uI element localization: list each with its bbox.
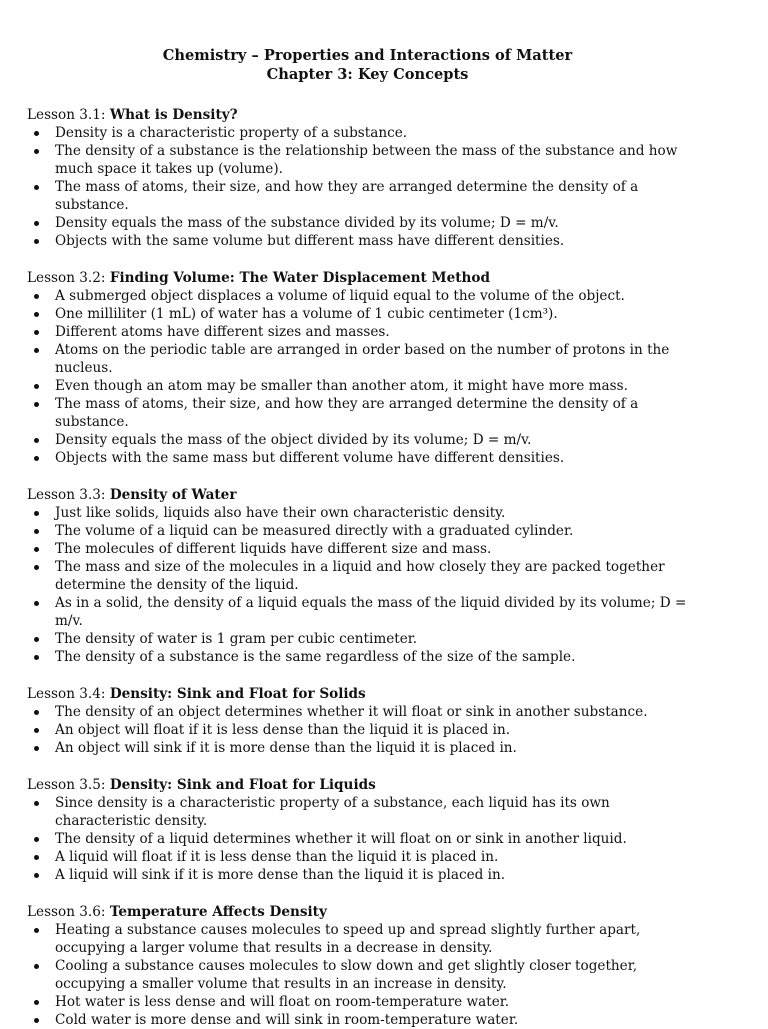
bullet-text: The mass and size of the molecules in a liquid and how closely they are packed together determine the density of the liquid. [55, 559, 665, 593]
bullet-text: Even though an atom may be smaller than another atom, it might have more mass. [55, 378, 628, 394]
bullet-text: One milliliter (1 mL) of water has a volume of 1 cubic centimeter (1cm³). [55, 306, 558, 322]
list-item [27, 739, 708, 757]
lesson-name: Temperature Affects Density [109, 904, 327, 920]
list-item [27, 594, 708, 630]
lesson-name: Density of Water [109, 487, 237, 503]
bullet-text: Cooling a substance causes molecules to slow down and get slightly closer together, occupying a smaller volume that results in an increase in density. [55, 958, 638, 992]
list-item [27, 287, 708, 305]
bullet-dot-icon [34, 294, 39, 299]
title-line-chapter: Chapter 3: Key Concepts [266, 66, 469, 83]
bullet-text: The density of a substance is the same regardless of the size of the sample. [55, 649, 576, 665]
title-line-course: Chemistry – Properties and Interactions of Matter [162, 47, 573, 64]
bullet-dot-icon [34, 131, 39, 136]
bullet-dot-icon [34, 873, 39, 878]
bullet-text: The density of a liquid determines whether it will float on or sink in another liquid. [55, 831, 627, 847]
lesson-section [27, 269, 708, 467]
list-item [27, 558, 708, 594]
bullet-dot-icon [34, 456, 39, 461]
bullet-text: Cold water is more dense and will sink in room-temperature water. [55, 1012, 519, 1028]
bullet-dot-icon [34, 348, 39, 353]
bullet-dot-icon [34, 511, 39, 516]
list-item [27, 178, 708, 214]
bullet-text: An object will float if it is less dense than the liquid it is placed in. [55, 722, 511, 738]
bullet-text: A submerged object displaces a volume of liquid equal to the volume of the object. [55, 288, 625, 304]
lesson-heading [27, 486, 708, 504]
list-item [27, 921, 708, 957]
list-item [27, 504, 708, 522]
list-item [27, 721, 708, 739]
bullet-text: A liquid will sink if it is more dense than the liquid it is placed in. [55, 867, 506, 883]
bullet-dot-icon [34, 221, 39, 226]
lesson-heading [27, 776, 708, 794]
list-item [27, 540, 708, 558]
list-item [27, 232, 708, 250]
list-item [27, 648, 708, 666]
bullet-list [27, 124, 708, 250]
lesson-number: Lesson 3.2: [27, 270, 110, 286]
bullet-dot-icon [34, 547, 39, 552]
lesson-number: Lesson 3.6: [27, 904, 110, 920]
lesson-heading [27, 903, 708, 921]
list-item [27, 395, 708, 431]
bullet-text: Objects with the same mass but different volume have different densities. [55, 450, 565, 466]
bullet-list [27, 921, 708, 1029]
bullet-list [27, 504, 708, 666]
bullet-list [27, 287, 708, 467]
bullet-dot-icon [34, 330, 39, 335]
lesson-number: Lesson 3.1: [27, 107, 110, 123]
bullet-text: An object will sink if it is more dense than the liquid it is placed in. [55, 740, 517, 756]
lesson-section [27, 486, 708, 666]
list-item [27, 848, 708, 866]
bullet-dot-icon [34, 185, 39, 190]
lesson-section [27, 903, 708, 1029]
bullet-dot-icon [34, 746, 39, 751]
list-item [27, 431, 708, 449]
list-item [27, 142, 708, 178]
bullet-dot-icon [34, 655, 39, 660]
lesson-section [27, 776, 708, 884]
list-item [27, 794, 708, 830]
lesson-name: What is Density? [109, 107, 238, 123]
bullet-text: The molecules of different liquids have different size and mass. [55, 541, 492, 557]
bullet-dot-icon [34, 964, 39, 969]
bullet-dot-icon [34, 928, 39, 933]
bullet-dot-icon [34, 565, 39, 570]
list-item [27, 957, 708, 993]
bullet-text: The mass of atoms, their size, and how they are arranged determine the density of a substance. [55, 179, 639, 213]
lesson-name: Finding Volume: The Water Displacement Method [109, 270, 490, 286]
list-item [27, 305, 708, 323]
list-item [27, 993, 708, 1011]
list-item [27, 323, 708, 341]
list-item [27, 449, 708, 467]
lesson-heading [27, 685, 708, 703]
list-item [27, 830, 708, 848]
list-item [27, 377, 708, 395]
lesson-heading [27, 269, 708, 287]
bullet-dot-icon [34, 601, 39, 606]
bullet-dot-icon [34, 1000, 39, 1005]
list-item [27, 1011, 708, 1029]
list-item [27, 341, 708, 377]
lesson-heading [27, 106, 708, 124]
bullet-dot-icon [34, 312, 39, 317]
bullet-text: The volume of a liquid can be measured directly with a graduated cylinder. [55, 523, 574, 539]
document-title [27, 46, 708, 84]
bullet-text: Atoms on the periodic table are arranged in order based on the number of protons in the nucleus. [55, 342, 670, 376]
bullet-dot-icon [34, 837, 39, 842]
list-item [27, 522, 708, 540]
bullet-text: Objects with the same volume but different mass have different densities. [55, 233, 565, 249]
bullet-dot-icon [34, 529, 39, 534]
bullet-text: Density is a characteristic property of a substance. [55, 125, 408, 141]
lesson-section [27, 685, 708, 757]
bullet-dot-icon [34, 239, 39, 244]
bullet-dot-icon [34, 710, 39, 715]
bullet-text: Hot water is less dense and will float on room-temperature water. [55, 994, 510, 1010]
bullet-text: A liquid will float if it is less dense than the liquid it is placed in. [55, 849, 499, 865]
list-item [27, 866, 708, 884]
bullet-text: The mass of atoms, their size, and how they are arranged determine the density of a substance. [55, 396, 639, 430]
lesson-number: Lesson 3.3: [27, 487, 110, 503]
list-item [27, 703, 708, 721]
bullet-text: As in a solid, the density of a liquid equals the mass of the liquid divided by its volume; D = m/v. [55, 595, 687, 629]
bullet-text: The density of an object determines whether it will float or sink in another substance. [55, 704, 648, 720]
bullet-text: Just like solids, liquids also have their own characteristic density. [55, 505, 506, 521]
bullet-list [27, 794, 708, 884]
lesson-number: Lesson 3.5: [27, 777, 110, 793]
lessons-list [27, 106, 708, 1029]
bullet-dot-icon [34, 1018, 39, 1023]
bullet-dot-icon [34, 438, 39, 443]
bullet-text: The density of a substance is the relationship between the mass of the substance and how much space it takes up (volume). [55, 143, 678, 177]
bullet-text: Different atoms have different sizes and masses. [55, 324, 390, 340]
bullet-text: The density of water is 1 gram per cubic centimeter. [55, 631, 418, 647]
bullet-dot-icon [34, 402, 39, 407]
bullet-list [27, 703, 708, 757]
lesson-number: Lesson 3.4: [27, 686, 110, 702]
bullet-dot-icon [34, 149, 39, 154]
bullet-dot-icon [34, 855, 39, 860]
bullet-dot-icon [34, 384, 39, 389]
lesson-name: Density: Sink and Float for Solids [109, 686, 366, 702]
list-item [27, 630, 708, 648]
bullet-text: Heating a substance causes molecules to speed up and spread slightly further apart, occupying a larger volume that results in a decrease in density. [55, 922, 641, 956]
bullet-dot-icon [34, 801, 39, 806]
bullet-text: Density equals the mass of the substance divided by its volume; D = m/v. [55, 215, 559, 231]
bullet-dot-icon [34, 637, 39, 642]
bullet-text: Density equals the mass of the object divided by its volume; D = m/v. [55, 432, 532, 448]
lesson-section [27, 106, 708, 250]
list-item [27, 214, 708, 232]
bullet-text: Since density is a characteristic property of a substance, each liquid has its own characteristic density. [55, 795, 610, 829]
lesson-name: Density: Sink and Float for Liquids [109, 777, 376, 793]
bullet-dot-icon [34, 728, 39, 733]
list-item [27, 124, 708, 142]
